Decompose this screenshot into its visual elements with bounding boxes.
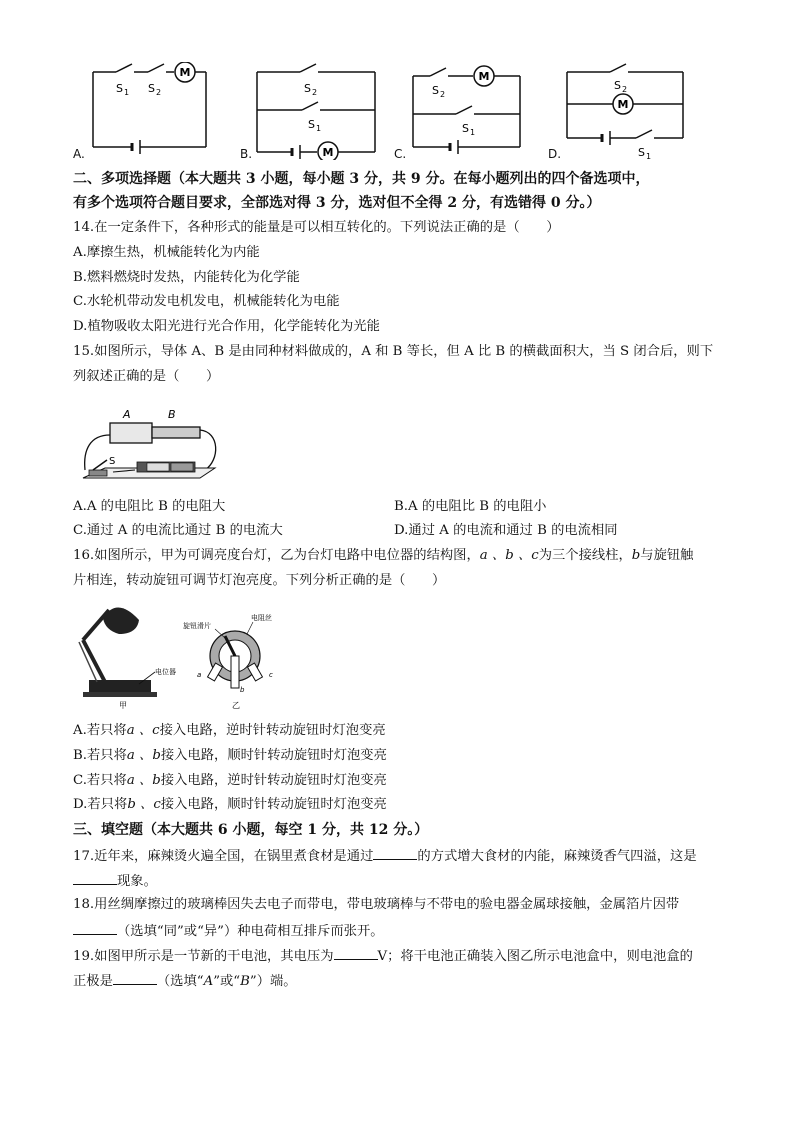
q16-stem-line2: 片相连，转动旋钮可调节灯泡亮度。下列分析正确的是（ ） <box>73 573 446 588</box>
svg-text:S: S <box>614 79 621 92</box>
switch-s-label: S <box>109 456 116 467</box>
option-a-label: A. <box>73 147 85 161</box>
svg-text:S: S <box>304 82 311 95</box>
q15-conductor-figure <box>75 390 225 490</box>
svg-text:1: 1 <box>470 128 476 137</box>
section2-heading-line2: 有多个选项符合题目要求，全部选对得 3 分，选对但不全得 2 分，有选错得 0 分。） <box>73 195 601 211</box>
q19-blank-2[interactable] <box>113 971 157 985</box>
fig-yi-label: 乙 <box>232 701 240 710</box>
q15-option-d: D.通过 A 的电流和通过 B 的电流相同 <box>394 523 618 538</box>
q15-stem-line1: 15.如图所示，导体 A、B 是由同种材料做成的，A 和 B 等长，但 A 比 B 的横截面积大，当 S 闭合后，则下 <box>73 344 714 359</box>
q16-stem-line1: 16.如图所示，甲为可调亮度台灯，乙为台灯电路中电位器的结构图，a 、b 、c为三个接线柱，b与旋钮触 <box>73 548 694 563</box>
circuit-diagram-c <box>408 62 528 157</box>
svg-text:b: b <box>240 686 245 694</box>
q17-blank-1[interactable] <box>373 846 417 860</box>
circuit-diagram-b <box>252 62 382 160</box>
q14-stem: 14.在一定条件下，各种形式的能量是可以相互转化的。下列说法正确的是（ ） <box>73 220 560 235</box>
section2-heading-line1: 二、多项选择题（本大题共 3 小题，每小题 3 分，共 9 分。在每小题列出的四个备选项中， <box>73 171 650 187</box>
knob-slider-label: 旋钮滑片 <box>183 622 211 630</box>
q16-option-c: C.若只将a 、b接入电路，逆时针转动旋钮时灯泡变亮 <box>73 773 387 788</box>
svg-text:S: S <box>148 82 155 95</box>
q14-option-b: B.燃料燃烧时发热，内能转化为化学能 <box>73 270 300 285</box>
q18-line1: 18.用丝绸摩擦过的玻璃棒因失去电子而带电，带电玻璃棒与不带电的验电器金属球接触，金属箔片因带 <box>73 897 680 912</box>
q15-option-a: A.A 的电阻比 B 的电阻大 <box>73 499 226 514</box>
q19-line2: 正极是 （选填“A”或“B”）端。 <box>73 971 297 991</box>
q16-option-b: B.若只将a 、b接入电路，顺时针转动旋钮时灯泡变亮 <box>73 748 387 763</box>
q15-stem-line2: 列叙述正确的是（ ） <box>73 369 220 384</box>
q14-option-c: C.水轮机带动发电机发电，机械能转化为电能 <box>73 294 340 309</box>
svg-text:1: 1 <box>316 124 322 133</box>
svg-text:2: 2 <box>622 85 628 94</box>
svg-text:M: M <box>478 70 490 83</box>
svg-text:c: c <box>269 671 273 679</box>
svg-text:1: 1 <box>646 152 652 161</box>
circuit-diagram-d <box>562 62 690 162</box>
q19-line1: 19.如图甲所示是一节新的干电池，其电压为 V；将干电池正确装入图乙所示电池盒中，则电池盒的 <box>73 946 693 966</box>
q15-option-b: B.A 的电阻比 B 的电阻小 <box>394 499 547 514</box>
resistor-wire-label: 电阻丝 <box>251 614 272 622</box>
svg-text:1: 1 <box>124 88 130 97</box>
option-b-label: B. <box>240 147 253 161</box>
svg-text:a: a <box>197 671 202 679</box>
svg-text:S: S <box>462 122 469 135</box>
q17-blank-2[interactable] <box>73 871 117 885</box>
svg-text:2: 2 <box>312 88 318 97</box>
svg-text:M: M <box>322 146 334 159</box>
q16-option-d: D.若只将b 、c接入电路，顺时针转动旋钮时灯泡变亮 <box>73 797 387 812</box>
option-c-label: C. <box>394 147 407 161</box>
conductor-a-label: A <box>123 408 131 421</box>
q14-option-a: A.摩擦生热，机械能转化为内能 <box>73 245 260 260</box>
q16-lamp-figure <box>75 598 285 710</box>
fig-jia-label: 甲 <box>119 701 127 710</box>
potentiometer-label: 电位器 <box>155 668 176 676</box>
svg-text:2: 2 <box>156 88 162 97</box>
q18-blank[interactable] <box>73 921 117 935</box>
conductor-b-label: B <box>168 408 176 421</box>
section3-heading: 三、填空题（本大题共 6 小题，每空 1 分，共 12 分。） <box>73 822 429 838</box>
motor-label: M <box>179 66 191 79</box>
q15-option-c: C.通过 A 的电流比通过 B 的电流大 <box>73 523 283 538</box>
svg-text:S: S <box>116 82 123 95</box>
svg-text:S: S <box>432 84 439 97</box>
q19-blank-1[interactable] <box>334 946 378 960</box>
svg-text:2: 2 <box>440 90 446 99</box>
svg-text:M: M <box>617 98 629 111</box>
q16-option-a: A.若只将a 、c接入电路，逆时针转动旋钮时灯泡变亮 <box>73 723 386 738</box>
svg-text:S: S <box>638 146 645 159</box>
q14-option-d: D.植物吸收太阳光进行光合作用，化学能转化为光能 <box>73 319 380 334</box>
q17-line2: 现象。 <box>73 871 157 891</box>
circuit-diagram-a <box>88 62 213 157</box>
svg-text:S: S <box>308 118 315 131</box>
q18-line2: （选填“同”或“异”）种电荷相互排斥而张开。 <box>73 921 384 941</box>
q17-line1: 17.近年来，麻辣烫火遍全国，在锅里煮食材是通过 的方式增大食材的内能，麻辣烫香气四溢，这是 <box>73 846 697 866</box>
option-d-label: D. <box>548 147 562 161</box>
